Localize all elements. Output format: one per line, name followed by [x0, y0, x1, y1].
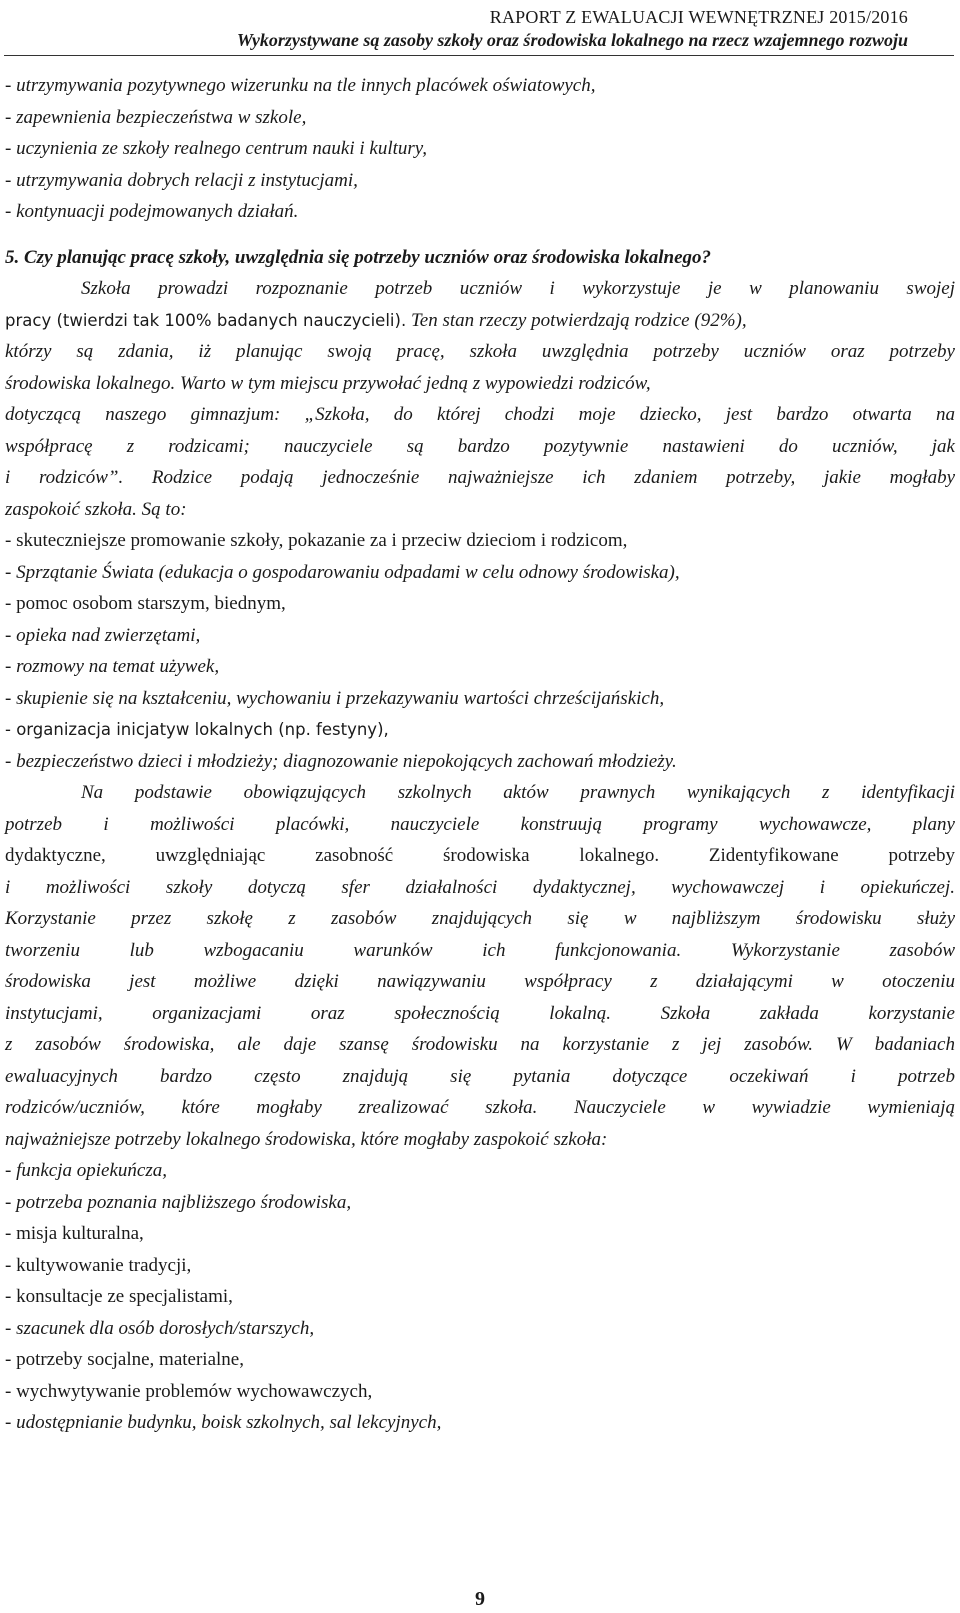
- list-item: - szacunek dla osób dorosłych/starszych,: [5, 1317, 315, 1339]
- list-item: - funkcja opiekuńcza,: [5, 1160, 167, 1181]
- list-item: - udostępnianie budynku, boisk szkolnych, sal lekcyjnych,: [5, 1412, 442, 1433]
- text-line: rodziców/uczniów, które mogłaby zrealizować szkoła. Nauczyciele w wywiadzie wymieniają: [5, 1097, 955, 1118]
- running-header: [237, 6, 908, 52]
- text-line: potrzeb i możliwości placówki, nauczyciele konstruują programy wychowawcze, plany: [5, 813, 955, 835]
- report-title: RAPORT Z EWALUACJI WEWNĘTRZNEJ 2015/2016: [489, 7, 908, 27]
- list-item: - zapewnienia bezpieczeństwa w szkole,: [5, 106, 307, 128]
- text-line: środowiska jest możliwe dzięki nawiązywaniu współpracy z działającymi w otoczeniu: [5, 971, 955, 992]
- text-line: środowiska lokalnego. Warto w tym miejscu przywołać jedną z wypowiedzi rodziców,: [5, 372, 651, 394]
- text-line: którzy są zdania, iż planując swoją pracę, szkoła uwzględnia potrzeby uczniów oraz potrzeby: [5, 341, 955, 362]
- text-line: i możliwości szkoły dotyczą sfer działalności dydaktycznej, wychowawczej i opiekuńczej.: [5, 876, 955, 898]
- list-item: - opieka nad zwierzętami,: [5, 624, 201, 646]
- list-item: - utrzymywania dobrych relacji z instytucjami,: [5, 169, 358, 191]
- list-item: - wychwytywanie problemów wychowawczych,: [5, 1380, 373, 1402]
- section-question: 5. Czy planując pracę szkoły, uwzględnia się potrzeby uczniów oraz środowiska lokalnego?: [5, 246, 712, 268]
- paragraph-resources: [5, 777, 955, 1155]
- text-line: współpracę z rodzicami; nauczyciele są bardzo pozytywnie nastawieni do uczniów, jak: [5, 435, 955, 457]
- list-item: - konsultacje ze specjalistami,: [5, 1286, 233, 1307]
- text-line: instytucjami, organizacjami oraz społecznością lokalną. Szkoła zakłada korzystanie: [5, 1002, 955, 1024]
- list-item: - pomoc osobom starszym, biednym,: [5, 593, 286, 614]
- text-line: dotyczącą naszego gimnazjum: „Szkoła, do której chodzi moje dziecko, jest bardzo otwarta na: [5, 404, 955, 425]
- header-divider: [4, 55, 954, 56]
- paragraph-needs: [5, 273, 955, 525]
- list-item: - misja kulturalna,: [5, 1223, 144, 1244]
- text-line: Szkoła prowadzi rozpoznanie potrzeb uczniów i wykorzystuje je w planowaniu swojej: [81, 278, 955, 299]
- list-item: - skuteczniejsze promowanie szkoły, pokazanie za i przeciw dzieciom i rodzicom,: [5, 530, 628, 551]
- text-line: ewaluacyjnych bardzo często znajdują się pytania dotyczące oczekiwań i potrzeb: [5, 1065, 955, 1087]
- list-item: - Sprzątanie Świata (edukacja o gospodarowaniu odpadami w celu odnowy środowiska),: [5, 561, 680, 583]
- list-item: - skupienie się na kształceniu, wychowaniu i przekazywaniu wartości chrześcijańskich,: [5, 687, 665, 709]
- list-item: - kultywowanie tradycji,: [5, 1254, 192, 1276]
- text-line: najważniejsze potrzeby lokalnego środowiska, które mogłaby zaspokoić szkoła:: [5, 1128, 608, 1150]
- list-item: - potrzeby socjalne, materialne,: [5, 1349, 244, 1370]
- text-line: zaspokoić szkoła. Są to:: [5, 498, 187, 520]
- text-line: Korzystanie przez szkołę z zasobów znajdujących się w najbliższym środowisku służy: [5, 908, 955, 929]
- list-local-needs: [5, 1155, 955, 1439]
- list-item: - bezpieczeństwo dzieci i młodzieży; diagnozowanie niepokojących zachowań młodzieży.: [5, 750, 677, 772]
- text-line: dydaktyczne, uwzględniając zasobność środowiska lokalnego. Zidentyfikowane potrzeby: [5, 845, 955, 866]
- list-goals: [5, 70, 955, 228]
- list-parent-needs: [5, 525, 955, 777]
- report-subtitle: Wykorzystywane są zasoby szkoły oraz środowiska lokalnego na rzecz wzajemnego rozwoju: [236, 30, 908, 50]
- text-line: tworzeniu lub wzbogacaniu warunków ich funkcjonowania. Wykorzystanie zasobów: [5, 939, 955, 961]
- list-item: - organizacja inicjatyw lokalnych (np. festyny),: [5, 720, 389, 739]
- list-item: - kontynuacji podejmowanych działań.: [5, 201, 299, 222]
- text-line: Na podstawie obowiązujących szkolnych aktów prawnych wynikających z identyfikacji: [81, 782, 955, 803]
- text-line: z zasobów środowiska, ale daje szansę środowisku na korzystanie z jej zasobów. W badaniach: [5, 1034, 955, 1055]
- list-item: - utrzymywania pozytywnego wizerunku na tle innych placówek oświatowych,: [5, 75, 596, 96]
- list-item: - potrzeba poznania najbliższego środowiska,: [5, 1191, 352, 1213]
- text-line: i rodziców”. Rodzice podają jednocześnie najważniejsze ich zdaniem potrzeby, jakie mogłaby: [5, 467, 955, 488]
- list-item: - rozmowy na temat używek,: [5, 656, 220, 677]
- text-line: pracy (twierdzi tak 100% badanych nauczycieli). Ten stan rzeczy potwierdzają rodzice (92%),: [5, 309, 747, 331]
- list-item: - uczynienia ze szkoły realnego centrum nauki i kultury,: [5, 138, 427, 159]
- page-number: 9: [475, 1588, 485, 1610]
- page-body: [5, 70, 955, 1439]
